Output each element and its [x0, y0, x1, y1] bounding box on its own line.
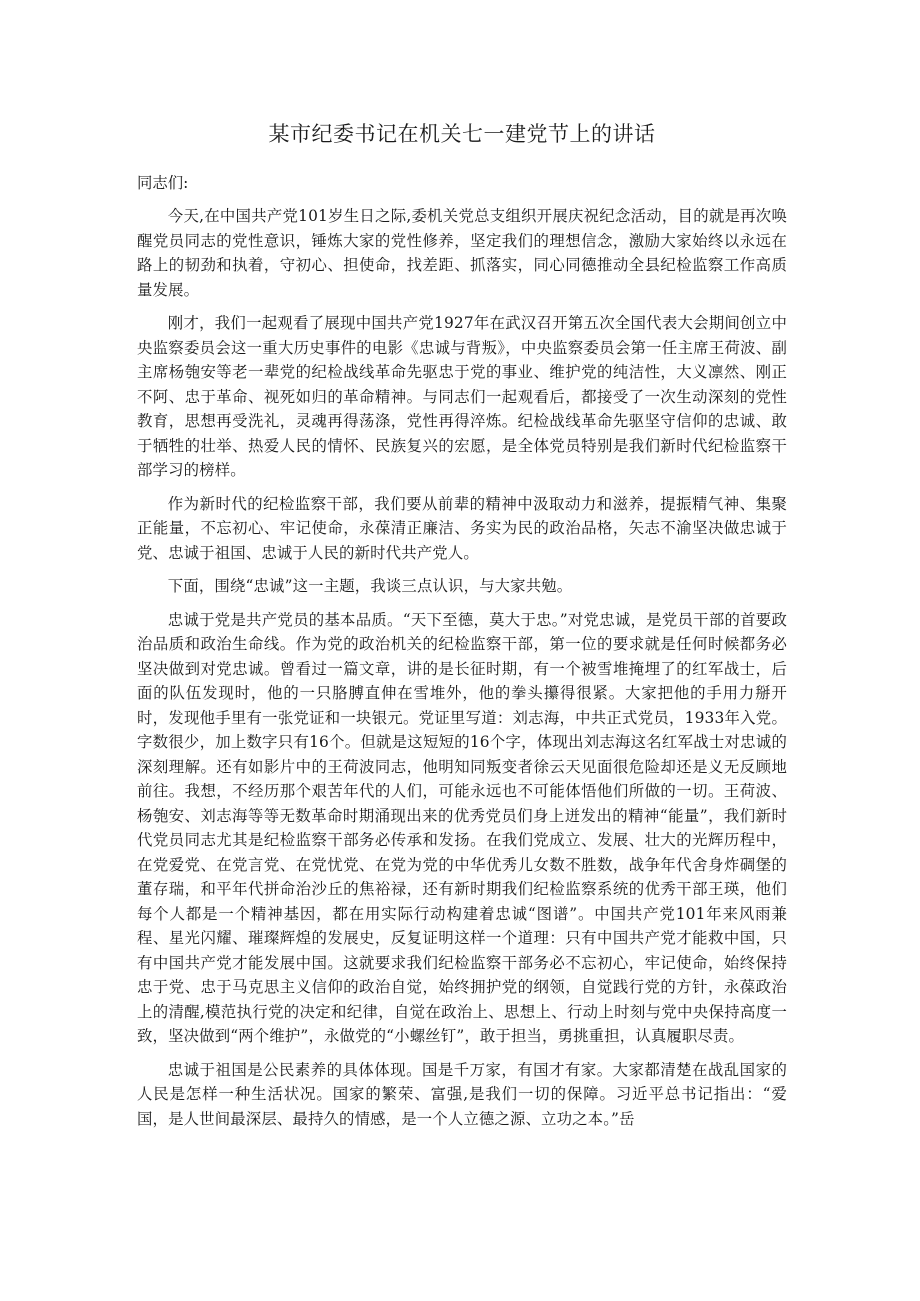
document-page: [137, 118, 787, 1140]
paragraph-4: 下面，围绕“忠诚”这一主题，我谈三点认识，与大家共勉。: [167, 577, 573, 595]
paragraph-3: 作为新时代的纪检监察干部，我们要从前辈的精神中汲取动力和滋养，提振精气神、集聚正能量，不忘初心、牢记使命，永葆清正廉洁、务实为民的政治品格，矢志不渝坚决做忠诚于党、忠诚于祖国、忠诚于人民的新时代共产党人。: [137, 494, 787, 562]
paragraph-2: 刚才，我们一起观看了展现中国共产党1927年在武汉召开第五次全国代表大会期间创立中央监察委员会这一重大历史事件的电影《忠诚与背叛》，中央监察委员会第一任主席王荷波、副主席杨匏安等老一辈党的纪检战线革命先驱忠于党的事业、维护党的纯洁性，大义凛然、刚正不阿、忠于革命、视死如归的革命精神。与同志们一起观看后，都接受了一次生动深刻的党性教育，思想再受洗礼，灵魂再得荡涤，党性再得淬炼。纪检战线革命先驱坚守信仰的忠诚、敢于牺牲的壮举、热爱人民的情怀、民族复兴的宏愿，是全体党员特别是我们新时代纪检监察干部学习的榜样。: [137, 314, 787, 479]
paragraph-5: 忠诚于党是共产党员的基本品质。“天下至德，莫大于忠。”对党忠诚，是党员干部的首要政治品质和政治生命线。作为党的政治机关的纪检监察干部，第一位的要求就是任何时候都务必坚决做到对党忠诚。曾看过一篇文章，讲的是长征时期，有一个被雪堆掩埋了的红军战士，后面的队伍发现时，他的一只胳膊直伸在雪堆外，他的拳头攥得很紧。大家把他的手用力掰开时，发现他手里有一张党证和一块银元。党证里写道：刘志海，中共正式党员，1933年入党。字数很少，加上数字只有16个。但就是这短短的16个字，体现出刘志海这名红军战士对忠诚的深刻理解。还有如影片中的王荷波同志，他明知同叛变者徐云天见面很危险却还是义无反顾地前往。我想，不经历那个艰苦年代的人们，可能永远也不可能体悟他们所做的一切。王荷波、杨匏安、刘志海等等无数革命时期涌现出来的优秀党员们身上迸发出的精神“能量”，我们新时代党员同志尤其是纪检监察干部务必传承和发扬。在我们党成立、发展、壮大的光辉历程中，在党爱党、在党言党、在党忧党、在党为党的中华优秀儿女数不胜数，战争年代舍身炸碉堡的董存瑞，和平年代拼命治沙丘的焦裕禄，还有新时期我们纪检监察系统的优秀干部王瑛，他们每个人都是一个精神基因，都在用实际行动构建着忠诚“图谱”。中国共产党101年来风雨兼程、星光闪耀、璀璨辉煌的发展史，反复证明这样一个道理：只有中国共产党才能救中国，只有中国共产党才能发展中国。这就要求我们纪检监察干部务必不忘初心，牢记使命，始终保持忠于党、忠于马克思主义信仰的政治自觉，始终拥护党的纲领，自觉践行党的方针，永葆政治上的清醒,模范执行党的决定和纪律，自觉在政治上、思想上、行动上时刻与党中央保持高度一致，坚决做到“两个维护”，永做党的“小螺丝钉”，敢于担当，勇挑重担，认真履职尽责。: [137, 610, 787, 1045]
paragraph-1: 今天,在中国共产党101岁生日之际,委机关党总支组织开展庆祝纪念活动，目的就是再次唤醒党员同志的党性意识，锤炼大家的党性修养，坚定我们的理想信念，激励大家始终以永远在路上的韧劲和执着，守初心、担使命，找差距、抓落实，同心同德推动全县纪检监察工作高质量发展。: [137, 207, 787, 299]
paragraph-6: 忠诚于祖国是公民素养的具体体现。国是千万家，有国才有家。大家都清楚在战乱国家的人民是怎样一种生活状况。国家的繁荣、富强,是我们一切的保障。习近平总书记指出：“爱国，是人世间最深层、最持久的情感，是一个人立德之源、立功之本。”岳: [137, 1060, 787, 1128]
document-title: 某市纪委书记在机关七一建党节上的讲话: [268, 122, 656, 146]
salutation: 同志们:: [137, 174, 189, 192]
